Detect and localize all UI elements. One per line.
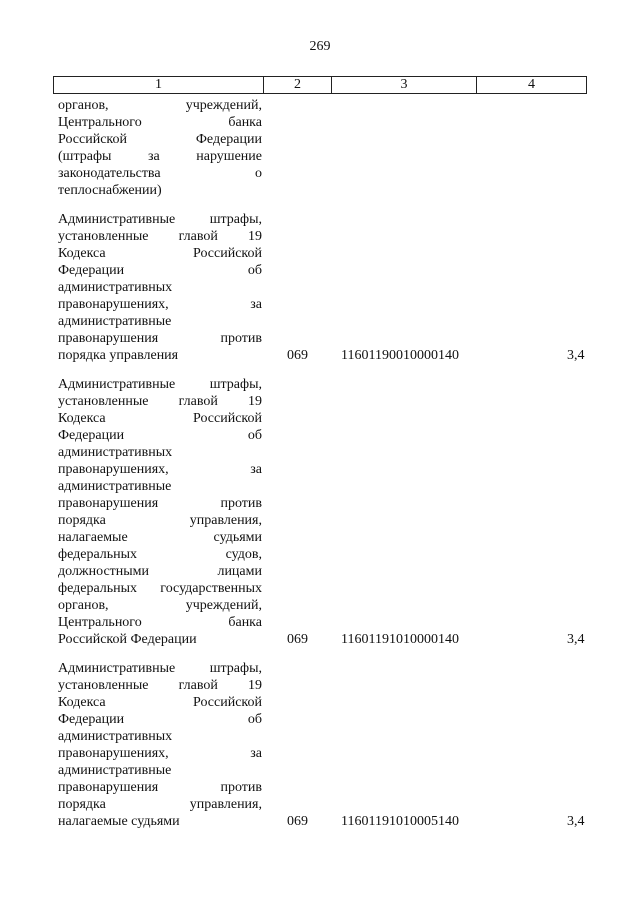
- row-description: [58, 97, 262, 199]
- description-line: Федерации об: [58, 712, 262, 727]
- column-header-3: 3: [332, 77, 477, 94]
- description-line: федеральных судов,: [58, 547, 262, 562]
- column-header-4: 4: [477, 77, 587, 94]
- description-line: установленные главой 19: [58, 394, 262, 409]
- description-line: федеральных государственных: [58, 581, 262, 596]
- description-line: административных: [58, 729, 173, 744]
- row-kbk: 11601191010000140: [341, 632, 459, 647]
- description-line: порядка управления: [58, 348, 179, 363]
- description-line: Центрального банка: [58, 115, 262, 130]
- description-line: установленные главой 19: [58, 678, 262, 693]
- description-line: налагаемые судьями: [58, 814, 180, 829]
- description-line: правонарушениях, за: [58, 746, 262, 761]
- description-line: правонарушения против: [58, 496, 262, 511]
- description-line: административных: [58, 445, 173, 460]
- description-line: (штрафы за нарушение: [58, 149, 262, 164]
- description-line: теплоснабжении): [58, 183, 162, 198]
- row-code: 069: [287, 632, 308, 647]
- description-line: Административные штрафы,: [58, 377, 262, 392]
- column-header-2: 2: [264, 77, 332, 94]
- description-line: налагаемые судьями: [58, 530, 262, 545]
- description-line: правонарушения против: [58, 331, 262, 346]
- description-line: правонарушениях, за: [58, 462, 262, 477]
- row-value: 3,4: [567, 348, 585, 363]
- description-line: должностными лицами: [58, 564, 262, 579]
- column-header-table: [53, 76, 587, 94]
- row-value: 3,4: [567, 632, 585, 647]
- description-line: административные: [58, 479, 172, 494]
- row-kbk: 11601190010000140: [341, 348, 459, 363]
- description-line: Российской Федерации: [58, 132, 262, 147]
- row-kbk: 11601191010005140: [341, 814, 459, 829]
- description-line: Кодекса Российской: [58, 411, 262, 426]
- column-header-1: 1: [54, 77, 264, 94]
- description-line: Кодекса Российской: [58, 695, 262, 710]
- description-line: законодательства о: [58, 166, 262, 181]
- description-line: порядка управления,: [58, 513, 262, 528]
- description-line: Административные штрафы,: [58, 212, 262, 227]
- description-line: правонарушениях, за: [58, 297, 262, 312]
- row-description: [58, 211, 262, 364]
- description-line: правонарушения против: [58, 780, 262, 795]
- description-line: Центрального банка: [58, 615, 262, 630]
- row-code: 069: [287, 348, 308, 363]
- page-number: 269: [309, 39, 331, 54]
- description-line: административные: [58, 763, 172, 778]
- description-line: Кодекса Российской: [58, 246, 262, 261]
- description-line: порядка управления,: [58, 797, 262, 812]
- description-line: органов, учреждений,: [58, 598, 262, 613]
- row-description: [58, 376, 262, 648]
- row-code: 069: [287, 814, 308, 829]
- description-line: Федерации об: [58, 428, 262, 443]
- description-line: административных: [58, 280, 173, 295]
- column-header-row: [54, 77, 587, 94]
- description-line: Федерации об: [58, 263, 262, 278]
- description-line: установленные главой 19: [58, 229, 262, 244]
- row-value: 3,4: [567, 814, 585, 829]
- description-line: административные: [58, 314, 172, 329]
- row-description: [58, 660, 262, 830]
- description-line: Административные штрафы,: [58, 661, 262, 676]
- description-line: органов, учреждений,: [58, 98, 262, 113]
- description-line: Российской Федерации: [58, 632, 197, 647]
